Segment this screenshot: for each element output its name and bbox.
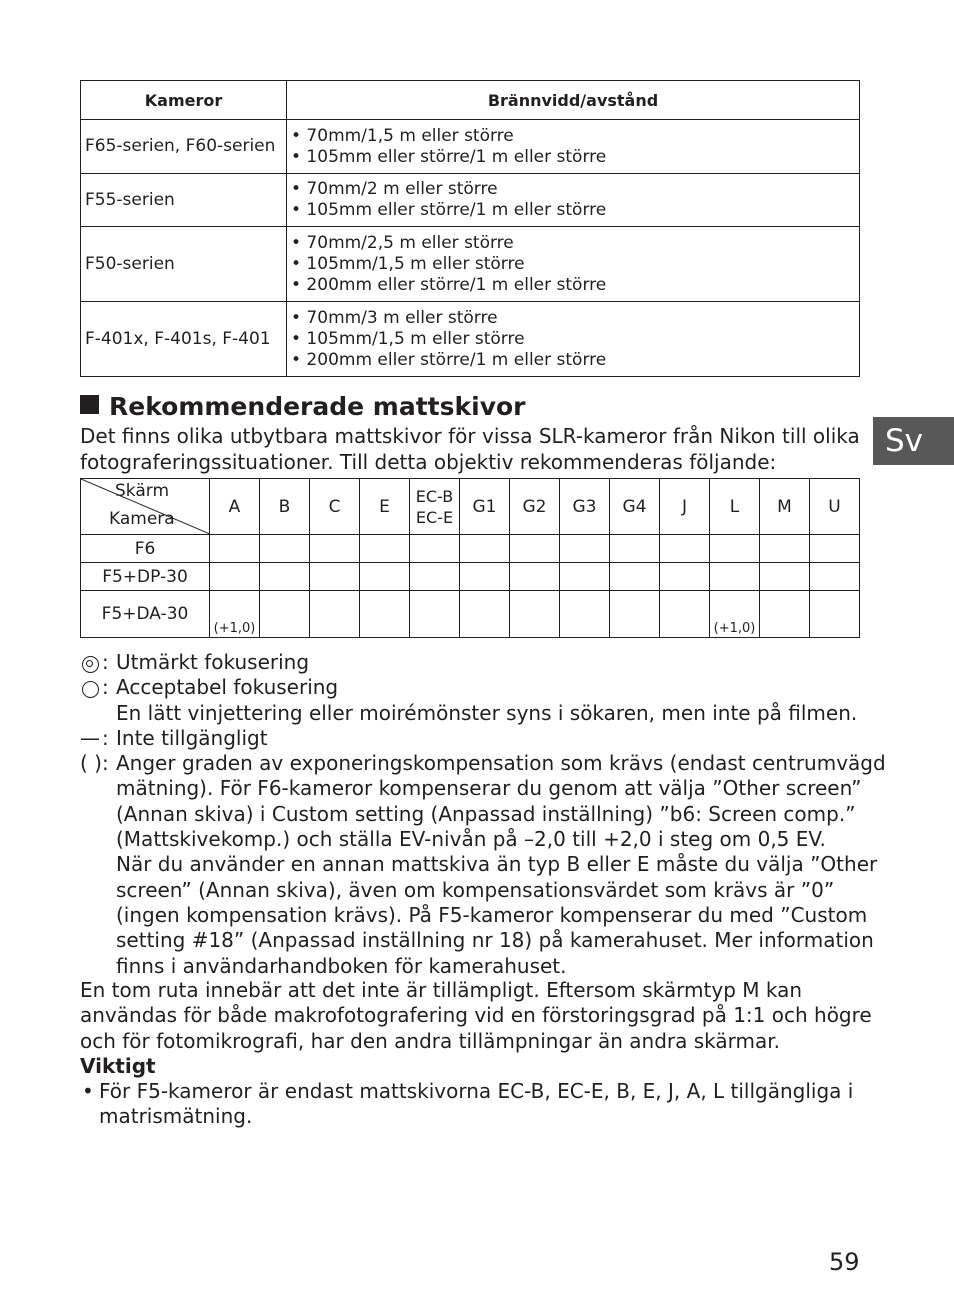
camera-cell: F6 — [81, 535, 210, 563]
table-cell — [710, 563, 760, 591]
table-row — [81, 174, 860, 227]
legend-paren-line: (Annan skiva) i Custom setting (Anpassad inställning) ”b6: Screen comp.” — [116, 801, 856, 826]
table-header-cameras: Kameror — [81, 81, 287, 120]
screen-header: G1 — [460, 479, 510, 535]
camera-cell: F5+DA-30 — [81, 591, 210, 638]
screen-header: B — [260, 479, 310, 535]
focal-cell — [287, 120, 860, 174]
table-cell — [760, 563, 810, 591]
table-cell — [360, 591, 410, 638]
table-row — [81, 302, 860, 377]
table-row — [81, 227, 860, 302]
legend-paren-line: När du använder en annan mattskiva än typ B eller E måste du välja ”Other — [116, 852, 878, 877]
camera-cell: F55-serien — [81, 174, 287, 227]
table-cell — [810, 535, 860, 563]
table-cell — [810, 563, 860, 591]
table-cell — [610, 535, 660, 563]
table-cell — [260, 591, 310, 638]
parentheses-symbol: ( ): — [80, 751, 109, 776]
table-cell — [260, 563, 310, 591]
table-cell — [810, 591, 860, 638]
focal-line: • 105mm/1,5 m eller större — [291, 253, 525, 274]
circle-icon — [80, 675, 97, 700]
focal-line: • 70mm/1,5 m eller större — [291, 125, 514, 146]
compensation-cell: (+1,0) — [710, 591, 760, 638]
legend-paren-line: (ingen kompensation krävs). På F5-kameror kompenserar du med ”Custom — [116, 902, 868, 927]
screen-header: A — [210, 479, 260, 535]
table-cell — [210, 535, 260, 563]
section-intro — [80, 423, 870, 475]
section-heading — [80, 392, 526, 422]
table-cell — [560, 591, 610, 638]
double-circle-icon — [80, 650, 97, 675]
screen-header: U — [810, 479, 860, 535]
camera-cell: F65-serien, F60-serien — [81, 120, 287, 174]
legend-acceptable: : Acceptabel fokusering En lätt vinjettering eller moirémönster syns i sökaren, men inte på filmen. — [80, 675, 870, 726]
note-line: En tom ruta innebär att det inte är tillämpligt. Eftersom skärmtyp M kan — [80, 978, 803, 1002]
table-cell — [510, 563, 560, 591]
table-cell — [710, 535, 760, 563]
table-cell — [760, 591, 810, 638]
important-bullet — [80, 1079, 870, 1130]
table-cell — [360, 535, 410, 563]
focal-line: • 70mm/3 m eller större — [291, 307, 498, 328]
focal-line: • 105mm eller större/1 m eller större — [291, 146, 607, 167]
table-header-focal-distance: Brännvidd/avstånd — [287, 81, 860, 120]
important-line: För F5-kameror är endast mattskivorna EC-B, EC-E, B, E, J, A, L tillgängliga i — [99, 1079, 854, 1103]
table-cell — [510, 591, 560, 638]
legend-acceptable-note: En lätt vinjettering eller moirémönster syns i sökaren, men inte på filmen. — [116, 700, 858, 725]
focusing-screen-table — [80, 478, 860, 638]
legend-paren-line: finns i användarhandboken för kamerahuset. — [116, 953, 567, 978]
focal-line: • 200mm eller större/1 m eller större — [291, 274, 607, 295]
table-cell — [410, 563, 460, 591]
table-row — [81, 535, 860, 563]
focal-cell — [287, 174, 860, 227]
table-cell — [410, 591, 460, 638]
table-cell — [410, 535, 460, 563]
legend — [80, 650, 886, 979]
screen-header: E — [360, 479, 410, 535]
table-cell — [610, 563, 660, 591]
legend-acceptable-text: Acceptabel fokusering — [116, 675, 339, 700]
legend-paren-line: setting #18” (Anpassad inställning nr 18) på kamerahuset. Mer information — [116, 928, 874, 953]
screen-header: C — [310, 479, 360, 535]
focal-line: • 70mm/2,5 m eller större — [291, 232, 514, 253]
table-cell — [760, 535, 810, 563]
legend-parentheses — [80, 751, 886, 979]
compensation-cell: (+1,0) — [210, 591, 260, 638]
table-cell — [660, 535, 710, 563]
screen-header: M — [760, 479, 810, 535]
screen-header-ec-b: EC-B — [415, 486, 454, 506]
table-cell — [660, 563, 710, 591]
bullet-icon: • — [82, 1079, 94, 1103]
legend-not-available-text: Inte tillgängligt — [116, 725, 268, 750]
important-title: Viktigt — [80, 1054, 156, 1078]
table-cell — [310, 563, 360, 591]
legend-paren-line: Anger graden av exponeringskompensation som krävs (endast centrumvägd — [116, 751, 886, 776]
legend-not-available: — : Inte tillgängligt — [80, 726, 870, 751]
screen-header: G4 — [610, 479, 660, 535]
screen-header: G2 — [510, 479, 560, 535]
screen-header-ec-e: EC-E — [415, 507, 454, 527]
corner-header-screen: Skärm — [115, 481, 170, 501]
note-line: användas för både makrofotografering vid en förstoringsgrad på 1:1 och högre — [80, 1003, 872, 1028]
table-cell — [560, 563, 610, 591]
important-line: matrismätning. — [99, 1104, 253, 1129]
screen-header: G3 — [560, 479, 610, 535]
table-cell — [460, 591, 510, 638]
table-cell — [510, 535, 560, 563]
focal-line: • 105mm/1,5 m eller större — [291, 328, 525, 349]
legend-paren-line: (Mattskivekomp.) och ställa EV-nivån på –2,0 till +2,0 i steg om 0,5 EV. — [116, 827, 826, 852]
table-cell — [660, 591, 710, 638]
table-cell — [560, 535, 610, 563]
intro-line: Det finns olika utbytbara mattskivor för vissa SLR-kameror från Nikon till olika — [80, 424, 860, 448]
focal-line: • 70mm/2 m eller större — [291, 179, 498, 199]
table-cell — [460, 535, 510, 563]
corner-header — [81, 479, 210, 535]
table-cell — [310, 535, 360, 563]
focal-distance-table — [80, 80, 860, 377]
table-cell — [360, 563, 410, 591]
legend-excellent-text: Utmärkt fokusering — [116, 650, 310, 674]
note-line: och för fotomikrografi, har den andra tillämpningar än andra skärmar. — [80, 1028, 781, 1053]
page-number: 59 — [829, 1248, 860, 1276]
corner-header-camera: Kamera — [109, 509, 175, 529]
camera-cell: F50-serien — [81, 227, 287, 302]
section-heading-text: Rekommenderade mattskivor — [109, 392, 526, 421]
table-cell — [260, 535, 310, 563]
screen-header: J — [660, 479, 710, 535]
empty-cell-note — [80, 978, 870, 1054]
legend-paren-line: mätning). För F6-kameror kompenserar du genom att välja ”Other screen” — [116, 776, 862, 801]
screen-header-ec — [410, 479, 460, 535]
focal-line: • 200mm eller större/1 m eller större — [291, 349, 607, 370]
table-cell — [610, 591, 660, 638]
table-row — [81, 563, 860, 591]
table-cell — [310, 591, 360, 638]
table-row — [81, 591, 860, 638]
focal-line: • 105mm eller större/1 m eller större — [291, 200, 607, 220]
table-row — [81, 120, 860, 174]
table-cell — [210, 563, 260, 591]
screen-header: L — [710, 479, 760, 535]
square-bullet-icon — [80, 395, 99, 414]
intro-line: fotograferingssituationer. Till detta objektiv rekommenderas följande: — [80, 450, 777, 474]
legend-excellent: : Utmärkt fokusering — [80, 650, 870, 675]
language-tab: Sv — [873, 417, 954, 465]
focal-cell — [287, 302, 860, 377]
legend-paren-line: screen” (Annan skiva), även om kompensationsvärdet som krävs är ”0” — [116, 877, 835, 902]
dash-symbol: — — [80, 725, 100, 750]
camera-cell: F-401x, F-401s, F-401 — [81, 302, 287, 377]
camera-cell: F5+DP-30 — [81, 563, 210, 591]
table-cell — [460, 563, 510, 591]
focal-cell — [287, 227, 860, 302]
